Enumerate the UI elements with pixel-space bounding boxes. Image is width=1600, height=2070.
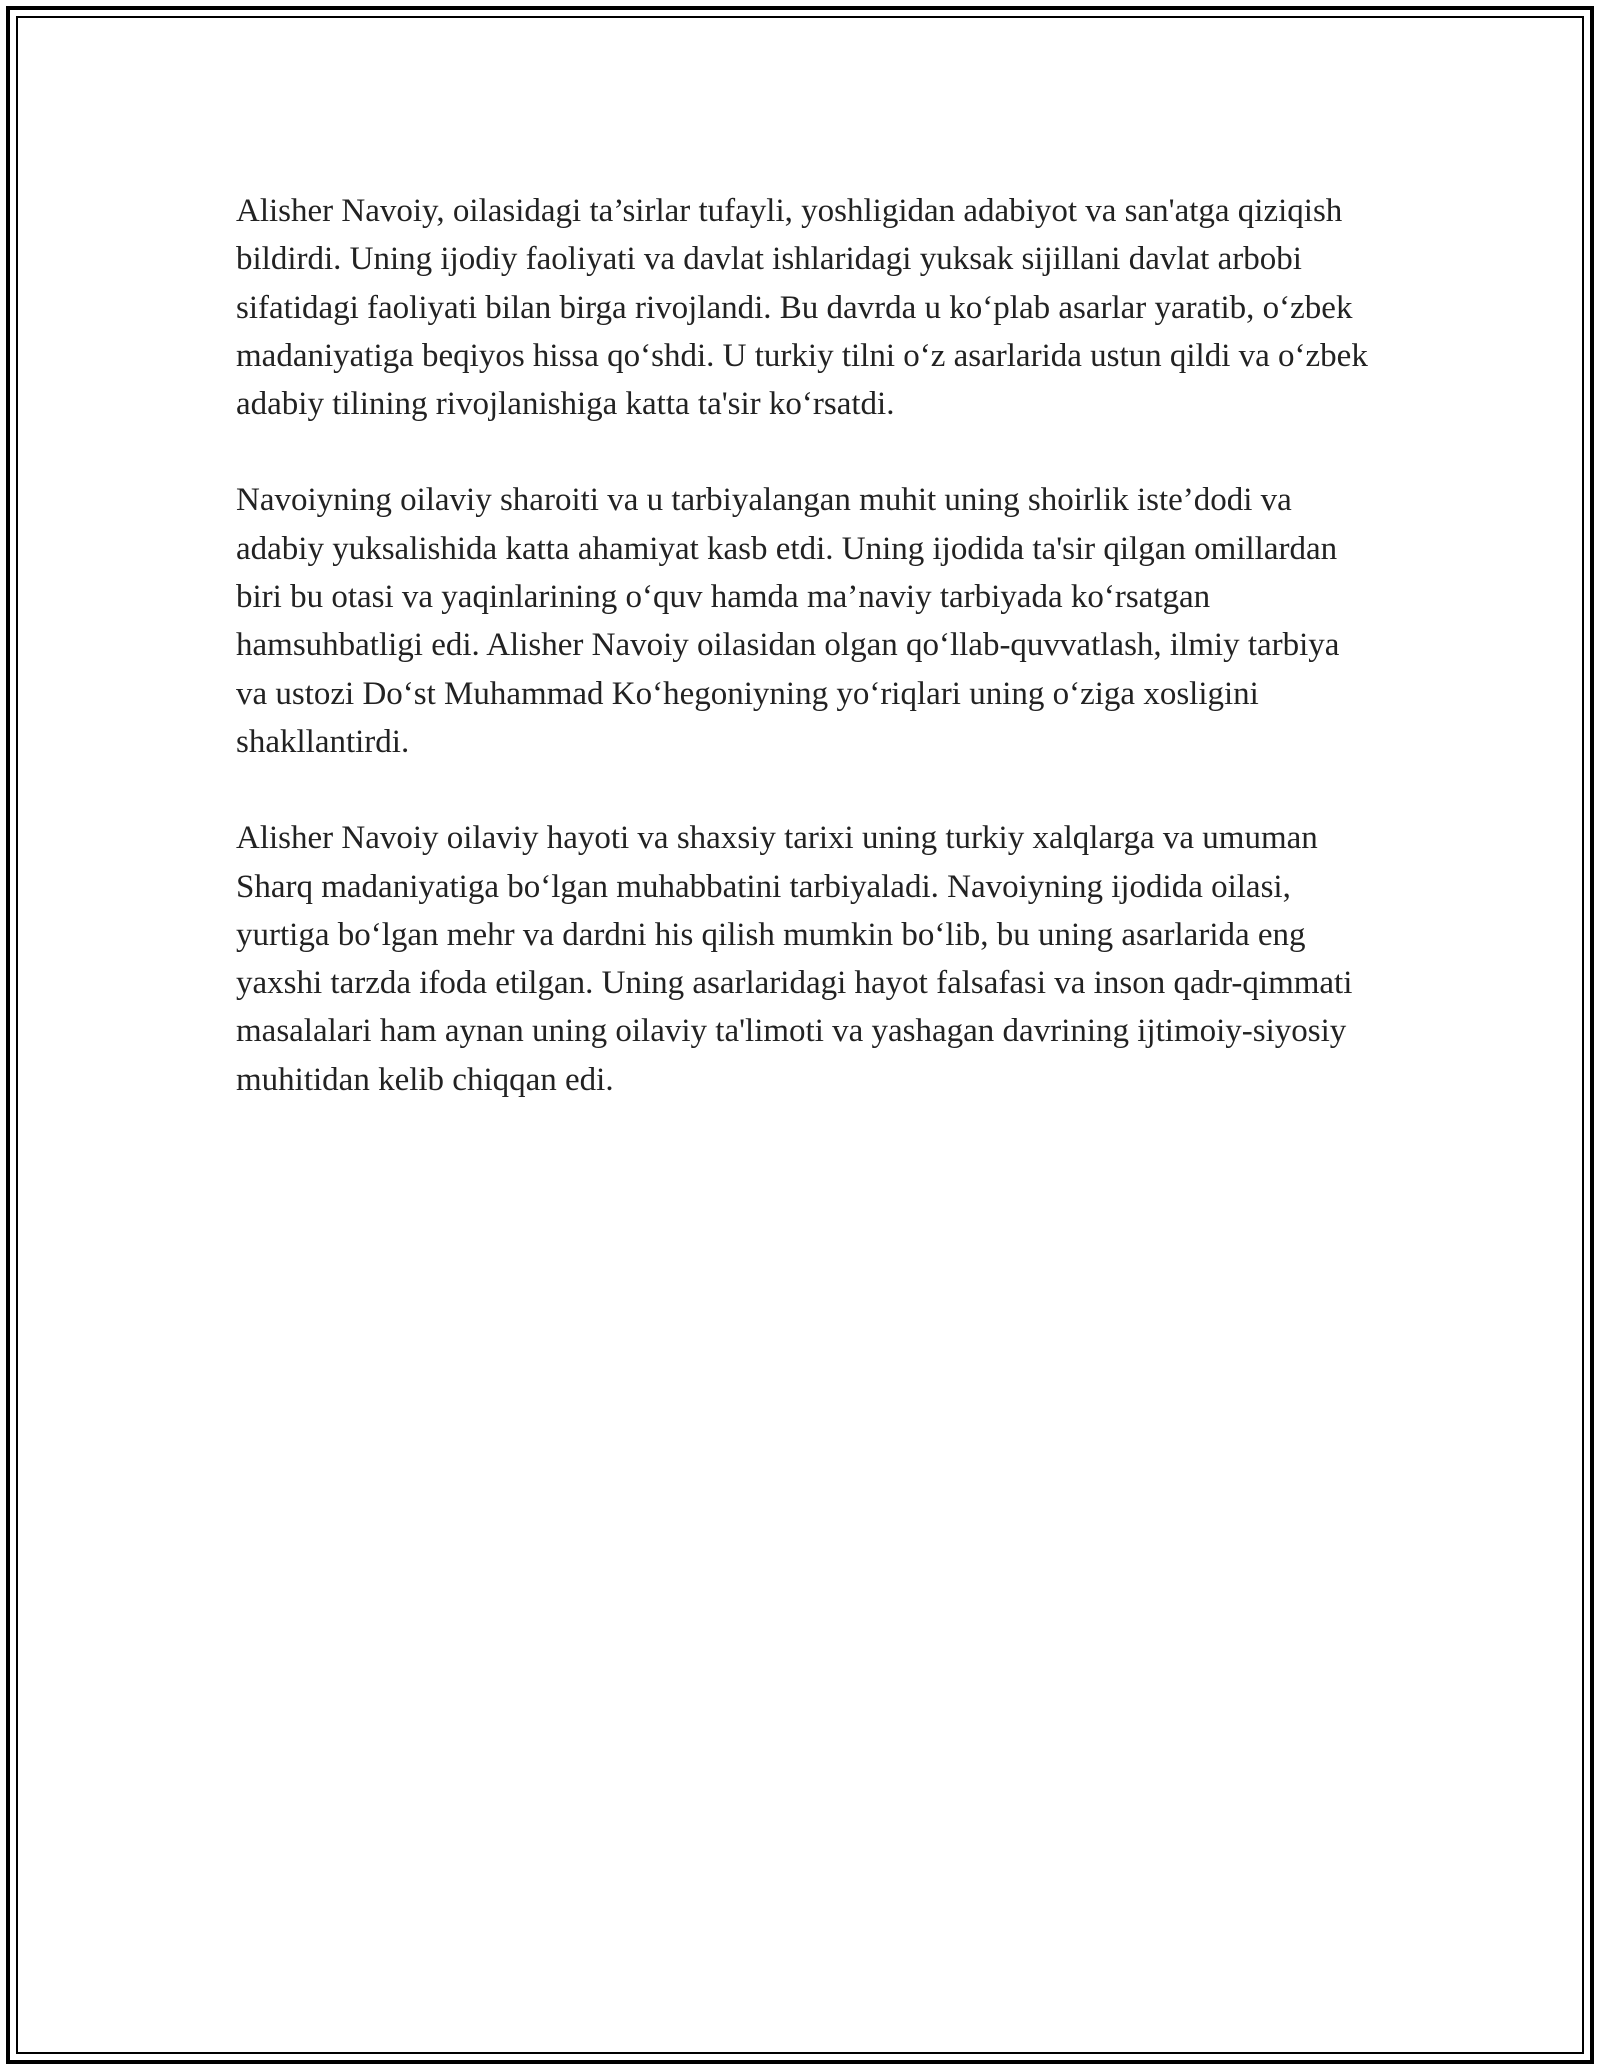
paragraph-3: Alisher Navoiy oilaviy hayoti va shaxsiy tarixi uning turkiy xalqlarga va umuman Sharq madaniyatiga bo‘lgan muhabbatini tarbiyaladi. Navoiyning ijodida oilasi, yurtiga bo‘lgan mehr va dardni his qilish mumkin bo‘lib, bu uning asarlarida eng yaxshi tarzda ifoda etilgan. Uning asarlaridagi hayot falsafasi va inson qadr-qimmati masalalari ham aynan uning oilaviy ta'limoti va yashagan davrining ijtimoiy-siyosiy muhitidan kelib chiqqan edi. — [236, 820, 1353, 1098]
document-body — [236, 187, 1376, 1152]
paragraph-1: Alisher Navoiy, oilasidagi ta’sirlar tufayli, yoshligidan adabiyot va san'atga qiziqish bildirdi. Uning ijodiy faoliyati va davlat ishlaridagi yuksak sijillani davlat arbobi sifatidagi faoliyati bilan birga rivojlandi. Bu davrda u ko‘plab asarlar yaratib, o‘zbek madaniyatiga beqiyos hissa qo‘shdi. U turkiy tilni o‘z asarlarida ustun qildi va o‘zbek adabiy tilining rivojlanishiga katta ta'sir ko‘rsatdi. — [236, 193, 1368, 423]
paragraph-2: Navoiyning oilaviy sharoiti va u tarbiyalangan muhit uning shoirlik iste’dodi va adabiy yuksalishida katta ahamiyat kasb etdi. Uning ijodida ta'sir qilgan omillardan biri bu otasi va yaqinlarining o‘quv hamda ma’naviy tarbiyada ko‘rsatgan hamsuhbatligi edi. Alisher Navoiy oilasidan olgan qo‘llab-quvvatlash, ilmiy tarbiya va ustozi Do‘st Muhammad Ko‘hegoniyning yo‘riqlari uning o‘ziga xosligini shakllantirdi. — [236, 482, 1340, 760]
